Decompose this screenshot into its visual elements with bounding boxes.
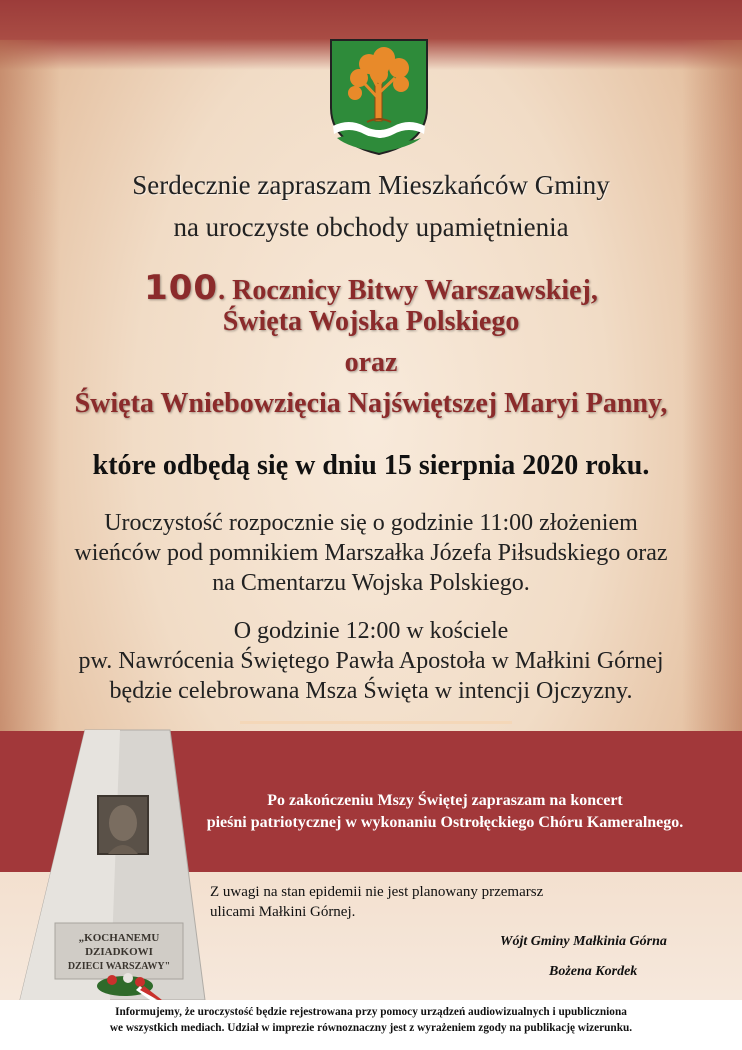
heading-line-2: Święta Wojska Polskiego (222, 306, 520, 337)
heading-anniversary (0, 268, 742, 308)
anniversary-number: 100 (144, 268, 219, 308)
ceremony-paragraph (0, 508, 742, 598)
heading-line-4: Święta Wniebowzięcia Najświętszej Maryi Panny, (74, 388, 668, 419)
epidemic-line-1: Z uwagi na stan epidemii nie jest planowany przemarsz (210, 884, 544, 900)
section-divider (240, 721, 512, 724)
epidemic-line-2: ulicami Małkini Górnej. (210, 904, 356, 920)
heading-line-3: oraz (344, 347, 398, 378)
monument-inscription-line-1: „KOCHANEMU (78, 932, 160, 944)
heading-line-1-rest: . Rocznicy Bitwy Warszawskiej, (218, 275, 598, 306)
monument-inscription-line-2: DZIADKOWI (85, 946, 153, 958)
footer-line-2: we wszystkich mediach. Udział w imprezie równoznaczny jest z wyrażeniem zgody na publikację wizerunku. (109, 1022, 633, 1034)
invitation-line-1: Serdecznie zapraszam Mieszkańców Gminy (132, 170, 610, 200)
event-date: które odbędą się w dniu 15 sierpnia 2020 roku. (92, 450, 650, 481)
monument-image (0, 728, 245, 1000)
ceremony-line-1: Uroczystość rozpocznie się o godzinie 11:00 złożeniem (104, 510, 638, 536)
concert-line-2: pieśni patriotycznej w wykonaniu Ostrołęckiego Chóru Kameralnego. (206, 814, 684, 831)
monument-inscription-line-3: DZIECI WARSZAWY" (67, 961, 171, 972)
coat-of-arms-tree-icon (329, 38, 429, 156)
footer-line-1: Informujemy, że uroczystość będzie rejestrowana przy pomocy urządzeń audiowizualnych i upubliczniona (115, 1006, 627, 1018)
concert-line-1: Po zakończeniu Mszy Świętej zapraszam na koncert (267, 792, 623, 809)
mass-line-3: będzie celebrowana Msza Święta w intencji Ojczyzny. (109, 678, 633, 704)
mass-line-2: pw. Nawrócenia Świętego Pawła Apostoła w Małkini Górnej (78, 648, 664, 674)
signature-title: Wójt Gminy Małkinia Górna (500, 934, 667, 949)
ceremony-line-3: na Cmentarzu Wojska Polskiego. (212, 570, 530, 596)
epidemic-notice (210, 882, 630, 922)
mass-paragraph (0, 616, 742, 706)
footer-disclaimer (0, 1000, 742, 1050)
mass-line-1: O godzinie 12:00 w kościele (233, 618, 509, 644)
ceremony-line-2: wieńców pod pomnikiem Marszałka Józefa Piłsudskiego oraz (74, 540, 668, 566)
invitation-line-2: na uroczyste obchody upamiętnienia (173, 212, 569, 242)
concert-notice (150, 790, 740, 834)
signature-name: Bożena Kordek (549, 964, 638, 979)
